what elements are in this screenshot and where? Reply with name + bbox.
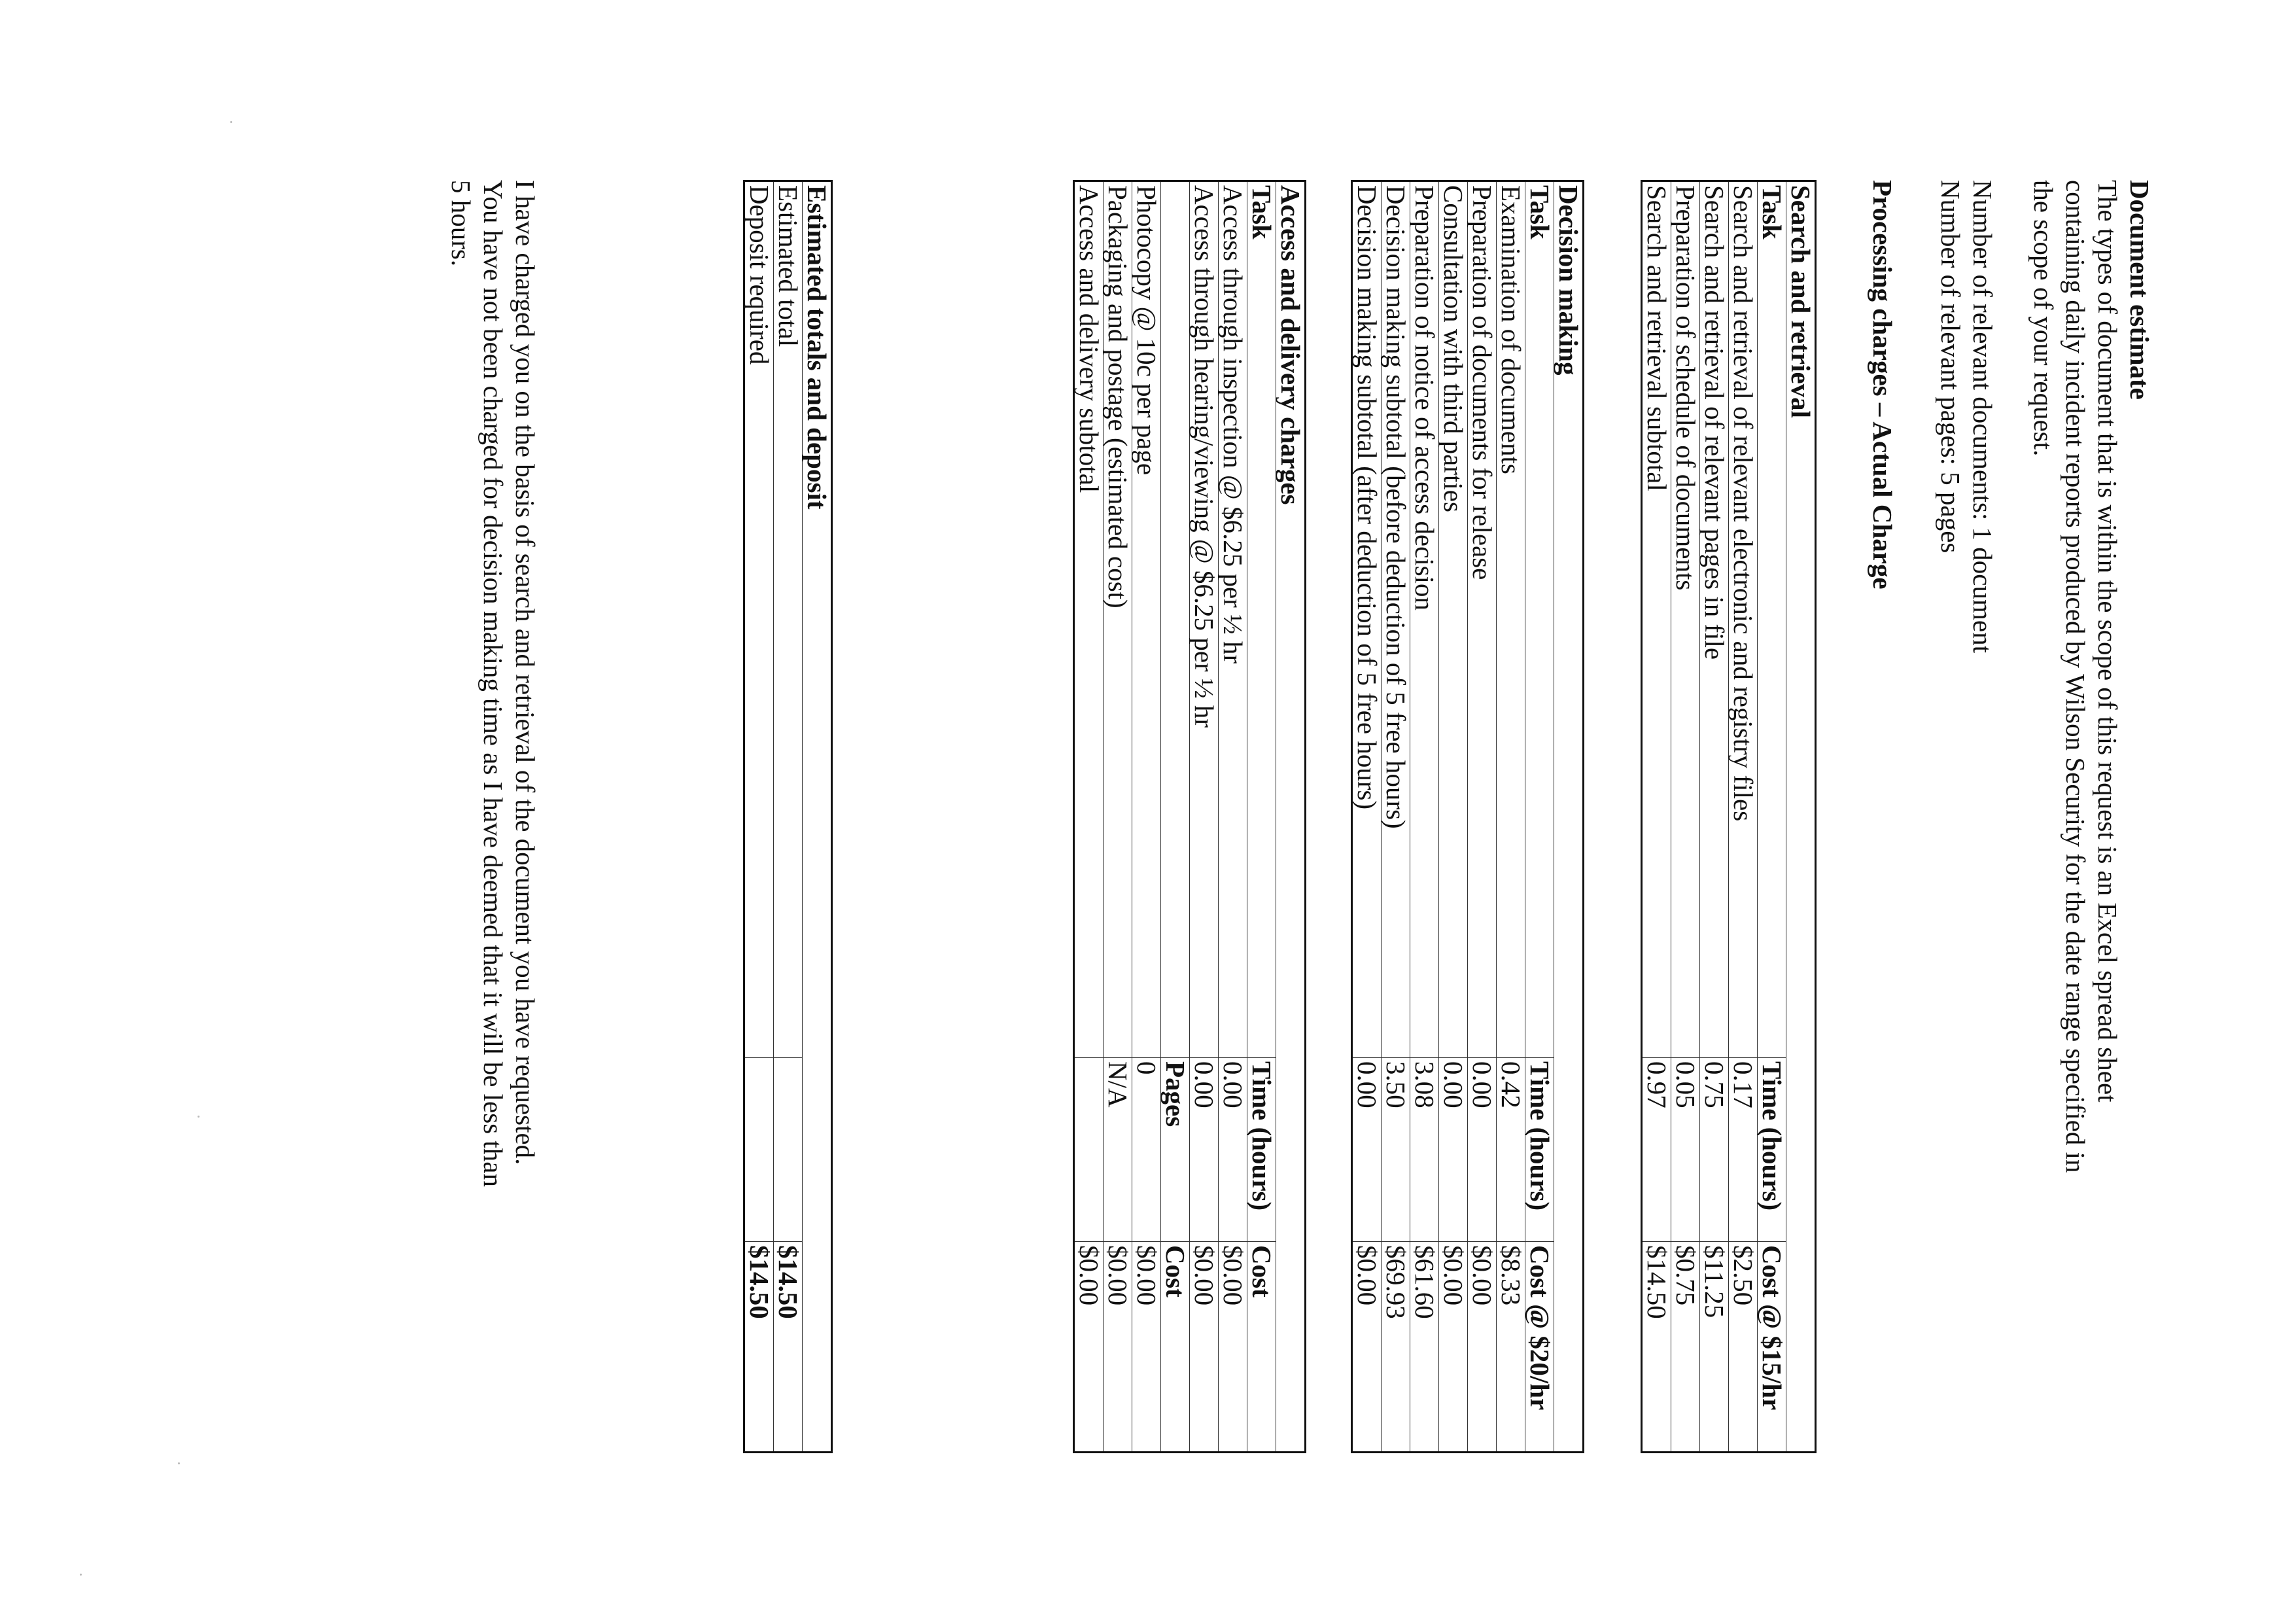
task-cell: Search and retrieval subtotal: [1642, 181, 1671, 1058]
closing-paragraph: [445, 180, 541, 1187]
page-count: Number of relevant pages: 5 pages: [1936, 180, 1966, 554]
totals-table: [743, 180, 833, 1453]
table-row: [1352, 181, 1382, 1453]
task-cell: Preparation of schedule of documents: [1671, 181, 1700, 1058]
closing-line: 5 hours.: [446, 180, 476, 267]
time-cell: 3.50: [1382, 1058, 1410, 1242]
column-header: Time (hours): [1758, 1058, 1786, 1242]
cost-cell: $0.00: [1468, 1242, 1497, 1453]
table-subheader-row: [1161, 181, 1190, 1453]
task-cell: Packaging and postage (estimated cost): [1104, 181, 1132, 1058]
pages-cell: 0: [1132, 1058, 1161, 1242]
table-row: [1219, 181, 1247, 1453]
cost-cell: $0.00: [1074, 1242, 1104, 1453]
time-cell: 0.00: [1352, 1058, 1382, 1242]
time-cell: 0.00: [1190, 1058, 1219, 1242]
column-header: Task: [1758, 181, 1786, 1058]
time-cell: 0.00: [1219, 1058, 1247, 1242]
pages-cell: N/A: [1104, 1058, 1132, 1242]
column-header: Cost @ $20/hr: [1525, 1242, 1554, 1453]
total-label: Estimated total: [774, 181, 803, 1058]
description-line: containing daily incident reports produced by Wilson Security for the date range specified in: [2061, 180, 2091, 1173]
task-cell: Decision making subtotal (before deduction of 5 free hours): [1382, 181, 1410, 1058]
decision-making-table: [1351, 180, 1584, 1453]
time-cell: 0.75: [1700, 1058, 1729, 1242]
table-header-row: [1758, 181, 1786, 1453]
table-title: Estimated totals and deposit: [803, 181, 832, 1453]
table-title: Search and retrieval: [1786, 181, 1816, 1453]
task-cell: Preparation of documents for release: [1468, 181, 1497, 1058]
search-retrieval-table: [1641, 180, 1817, 1453]
table-row: [1074, 181, 1104, 1453]
column-header: Time (hours): [1247, 1058, 1276, 1242]
cost-cell: $11.25: [1700, 1242, 1729, 1453]
column-header: Cost: [1247, 1242, 1276, 1453]
table-row: [1729, 181, 1758, 1453]
scan-speck: [178, 1462, 180, 1464]
task-cell: Consultation with third parties: [1439, 181, 1468, 1058]
document-counts: [1934, 180, 1998, 653]
pages-cell: [1074, 1058, 1104, 1242]
table-row: [1671, 181, 1700, 1453]
cost-cell: $0.75: [1671, 1242, 1700, 1453]
task-cell: Access and delivery subtotal: [1074, 181, 1104, 1058]
document-estimate-heading: Document estimate: [2125, 180, 2155, 400]
cost-cell: $61.60: [1410, 1242, 1439, 1453]
task-cell: Access through hearing/viewing @ $6.25 per ½ hr: [1190, 181, 1219, 1058]
time-cell: 0.97: [1642, 1058, 1671, 1242]
deposit-label: Deposit required: [744, 181, 774, 1058]
table-row: [1700, 181, 1729, 1453]
cost-cell: $0.00: [1439, 1242, 1468, 1453]
task-cell: Examination of documents: [1497, 181, 1525, 1058]
table-title-row: [1786, 181, 1816, 1453]
time-cell: 0.17: [1729, 1058, 1758, 1242]
table-header-row: [1525, 181, 1554, 1453]
cost-cell: $0.00: [1190, 1242, 1219, 1453]
time-cell: 0.00: [1439, 1058, 1468, 1242]
table-title-row: [1554, 181, 1584, 1453]
cost-cell: $2.50: [1729, 1242, 1758, 1453]
processing-charges-heading: Processing charges – Actual Charge: [1868, 180, 1898, 590]
cost-cell: $14.50: [1642, 1242, 1671, 1453]
column-header: Task: [1525, 181, 1554, 1058]
time-cell: 0.00: [1468, 1058, 1497, 1242]
table-row: [1190, 181, 1219, 1453]
deposit-empty: [744, 1058, 774, 1242]
cost-cell: $0.00: [1132, 1242, 1161, 1453]
scan-speck: [80, 1574, 82, 1576]
table-header-row: [1247, 181, 1276, 1453]
processing-charges-heading-wrap: [1866, 180, 1898, 590]
cost-cell: $0.00: [1219, 1242, 1247, 1453]
task-cell: Access through inspection @ $6.25 per ½ hr: [1219, 181, 1247, 1058]
task-cell: Preparation of notice of access decision: [1410, 181, 1439, 1058]
description-line: The types of document that is within the scope of this request is an Excel spread sheet: [2093, 180, 2123, 1103]
closing-line: You have not been charged for decision making time as I have deemed that it will be less than: [478, 180, 508, 1188]
table-title-row: [1276, 181, 1306, 1453]
total-empty: [774, 1058, 803, 1242]
column-header: Time (hours): [1525, 1058, 1554, 1242]
table-row: [1104, 181, 1132, 1453]
column-header: [1161, 181, 1190, 1058]
document-count: Number of relevant documents: 1 document: [1968, 180, 1998, 653]
table-row: [1642, 181, 1671, 1453]
deposit-value: $14.50: [744, 1242, 774, 1453]
total-value: $14.50: [774, 1242, 803, 1453]
time-cell: 0.42: [1497, 1058, 1525, 1242]
rotated-page: [3, 3, 2293, 1621]
table-row: [1382, 181, 1410, 1453]
column-header: Pages: [1161, 1058, 1190, 1242]
scan-speck: [230, 121, 232, 123]
table-row: [1410, 181, 1439, 1453]
cost-cell: $69.93: [1382, 1242, 1410, 1453]
table-row: [1132, 181, 1161, 1453]
table-row: [744, 181, 774, 1453]
column-header: Cost @ $15/hr: [1758, 1242, 1786, 1453]
column-header: Task: [1247, 181, 1276, 1058]
task-cell: Photocopy @ 10c per page: [1132, 181, 1161, 1058]
document-estimate-section: [2027, 180, 2155, 1173]
column-header: Cost: [1161, 1242, 1190, 1453]
table-title-row: [803, 181, 832, 1453]
closing-line: I have charged you on the basis of search and retrieval of the document you have requested.: [510, 180, 540, 1165]
cost-cell: $8.33: [1497, 1242, 1525, 1453]
task-cell: Search and retrieval of relevant electronic and registry files: [1729, 181, 1758, 1058]
table-row: [1497, 181, 1525, 1453]
access-delivery-table: [1073, 180, 1306, 1453]
task-cell: Decision making subtotal (after deduction of 5 free hours): [1352, 181, 1382, 1058]
cost-cell: $0.00: [1104, 1242, 1132, 1453]
description-line: the scope of your request.: [2028, 180, 2059, 457]
table-row: [1439, 181, 1468, 1453]
table-row: [1468, 181, 1497, 1453]
table-title: Access and delivery charges: [1276, 181, 1306, 1453]
task-cell: Search and retrieval of relevant pages in file: [1700, 181, 1729, 1058]
table-title: Decision making: [1554, 181, 1584, 1453]
scan-speck: [198, 1116, 200, 1118]
table-row: [774, 181, 803, 1453]
time-cell: 3.08: [1410, 1058, 1439, 1242]
time-cell: 0.05: [1671, 1058, 1700, 1242]
cost-cell: $0.00: [1352, 1242, 1382, 1453]
